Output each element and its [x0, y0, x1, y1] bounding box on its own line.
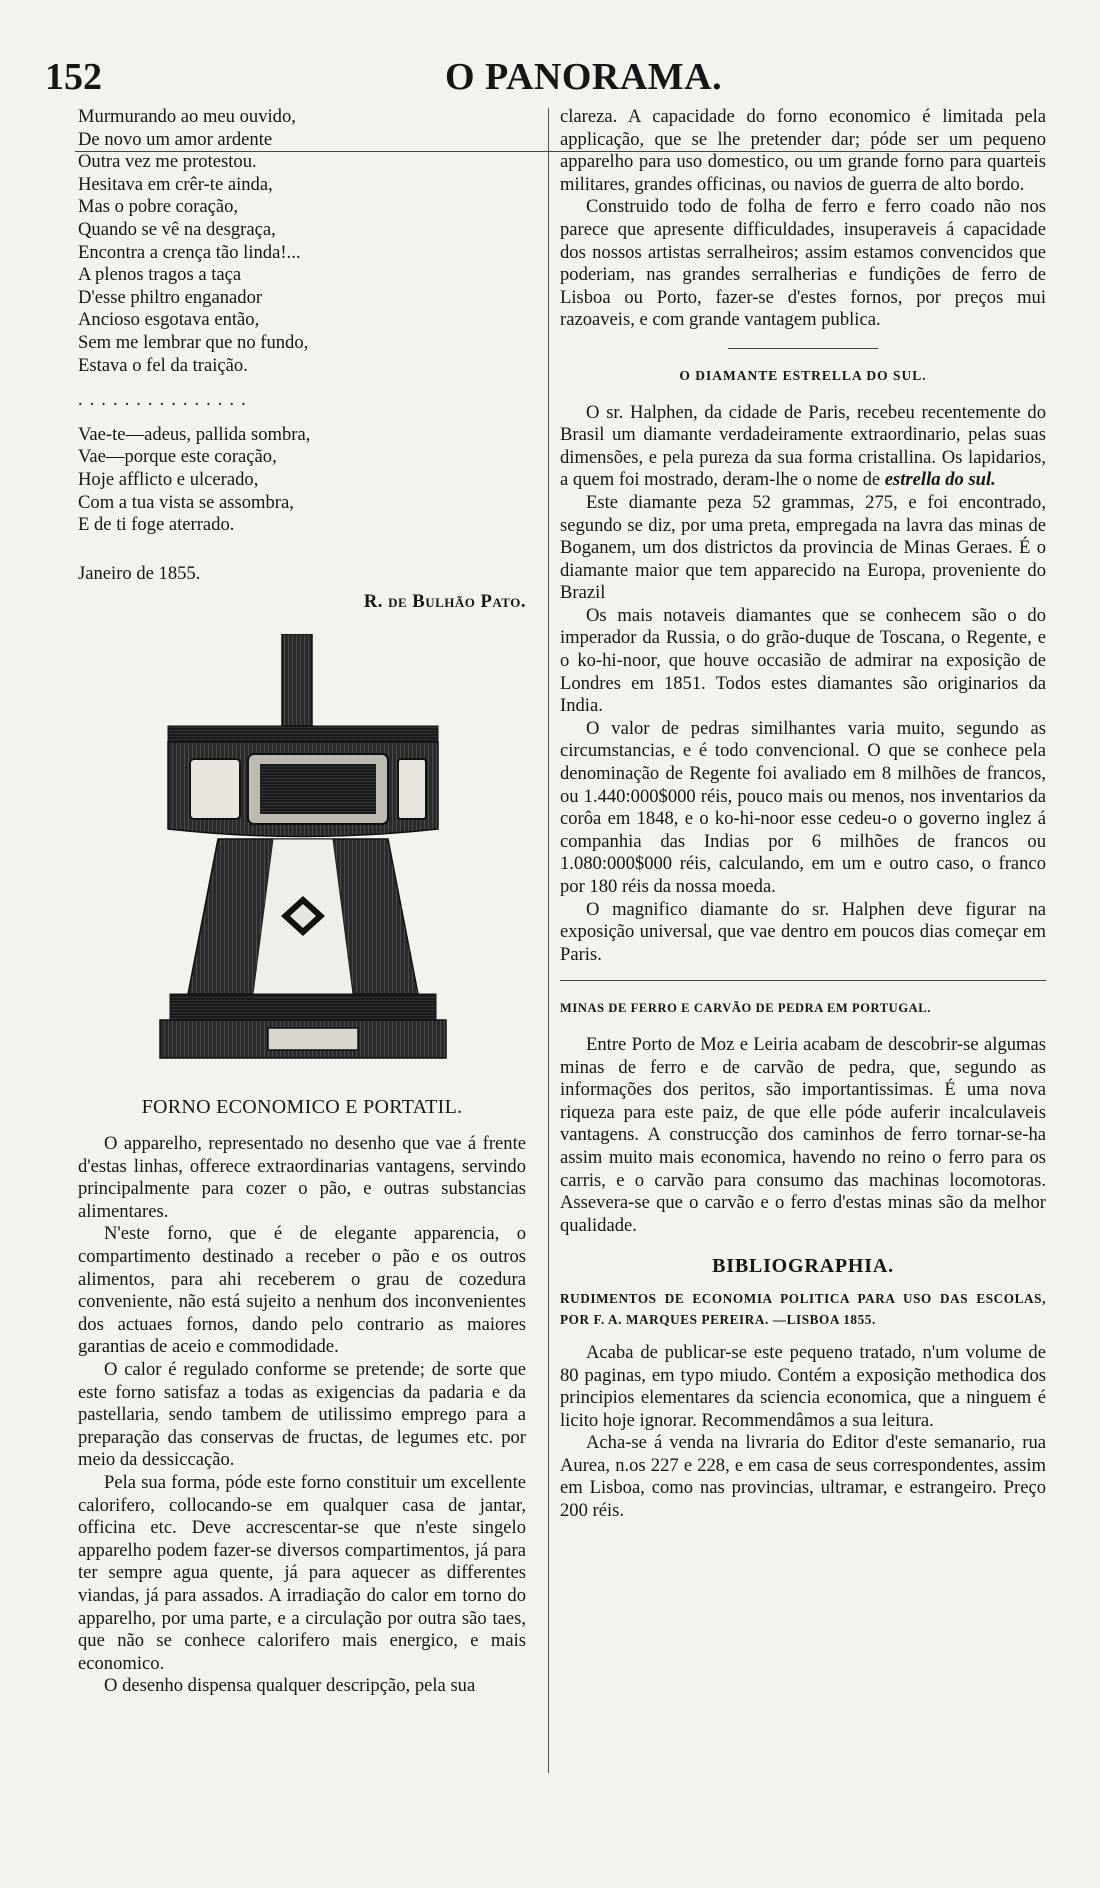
forno-paragraph: O calor é regulado conforme se pretende; de sorte que este forno satisfaz a todas as exigencias da padaria e da pastellaria, sendo tambem de utilissimo emprego para a preparação das conservas de fructas, de legumes etc. por meio da dessiccação. [78, 1359, 526, 1471]
poem-line: Hesitava em crêr-te ainda, [78, 173, 273, 195]
diamante-paragraph: Os mais notaveis diamantes que se conhecem são o do imperador da Russia, o do grão-duque de Toscana, o Regente, e o ko-hi-noor, que houve occasião de admirar na exposição de Londres em 1851. Todos estes diamantes são originarios da India. [560, 604, 1046, 717]
poem-line: De novo um amor ardente [78, 128, 273, 150]
left-column [78, 106, 526, 1698]
diamante-heading: O DIAMANTE ESTRELLA DO SUL. [679, 367, 927, 383]
minas-heading: MINAS DE FERRO E CARVÃO DE PEDRA EM PORTUGAL. [560, 1001, 931, 1016]
poem-line: Vae—porque este coração, [78, 446, 277, 468]
poem-ellipsis: ............... [78, 389, 253, 411]
poem-line: Mas o pobre coração, [78, 196, 239, 218]
forno-paragraph: Construido todo de folha de ferro e ferro coado não nos parece que apresente difficuldades, insuperaveis á capacidade dos nossos artistas serralheiros; assim estamos convencidos que poderiam, nas grandes serralherias e fundições de ferro de Lisboa ou Porto, fazer-se d'estes fornos, por preços mui razoaveis, e com grande vantagem publica. [560, 196, 1046, 331]
right-column [560, 106, 1046, 1523]
forno-paragraph: N'este forno, que é de elegante apparencia, o compartimento destinado a receber o pão e os outros alimentos, para ahi receberem o grau de cozedura conveniente, não está sujeito a nenhum dos inconvenientes dos actuaes fornos, dando pelo contrario as maiores garantias de aceio e commodidade. [78, 1223, 526, 1358]
poem-line: Encontra a crença tão linda!... [78, 241, 301, 263]
stove-illustration [148, 634, 458, 1074]
bibliographia-subheading: RUDIMENTOS DE ECONOMIA POLITICA PARA USO DAS ESCOLAS, POR F. A. MARQUES PEREIRA. —LISBOA 1855. [560, 1290, 1046, 1327]
poem-line: Quando se vê na desgraça, [78, 218, 276, 240]
poem-date: Janeiro de 1855. [78, 562, 201, 584]
forno-paragraph: O apparelho, representado no desenho que vae á frente d'estas linhas, offerece extraordinarias vantagens, servindo principalmente para cozer o pão, e outras substancias alimentares. [78, 1133, 526, 1222]
section-rule [560, 980, 1046, 981]
forno-caption: FORNO ECONOMICO E PORTATIL. [141, 1096, 463, 1119]
forno-paragraph: O desenho dispensa qualquer descripção, pela sua [104, 1675, 476, 1697]
page-number: 152 [45, 56, 102, 98]
poem-author: R. de Bulhão Pato. [363, 591, 526, 613]
poem-line: A plenos tragos a taça [78, 264, 242, 286]
diamond-name: estrella do sul. [884, 469, 996, 491]
poem-line: Hoje afflicto e ulcerado, [78, 468, 259, 490]
poem-line: Outra vez me protestou. [78, 151, 257, 173]
diamante-paragraph: O magnifico diamante do sr. Halphen deve figurar na exposição universal, que vae dentro em poucos dias começar em Paris. [560, 898, 1046, 965]
poem-line: Sem me lembrar que no fundo, [78, 331, 309, 353]
poem-line: Estava o fel da traição. [78, 354, 248, 376]
poem-line: Com a tua vista se assombra, [78, 491, 294, 513]
diamante-paragraph: Este diamante peza 52 grammas, 275, e foi encontrado, segundo se diz, por uma preta, empregada na lavra das minas de Boganem, um dos districtos da provincia de Minas Geraes. É o diamante maior que tem apparecido na Europa, proveniente do Brazil [560, 491, 1046, 604]
poem-line: Vae-te—adeus, pallida sombra, [78, 423, 311, 445]
minas-paragraph: Entre Porto de Moz e Leiria acabam de descobrir-se algumas minas de ferro e de carvão de pedra, que, segundo as informações dos peritos, são importantissimas. É uma nova riqueza para este paiz, de que elle póde auferir incalculaveis vantagens. A construcção dos caminhos de ferro tornar-se-ha assim muito mais economica, havendo no reino o ferro para os carris, e o carvão para consumo das machinas locomotoras. Assevera-se que o carvão e o ferro d'estas minas são da melhor qualidade. [560, 1033, 1046, 1236]
poem-line: E de ti foge aterrado. [78, 514, 235, 536]
forno-continuation: clareza. A capacidade do forno economico é limitada pela applicação, que se lhe pretender dar; póde ser um pequeno apparelho para uso domestico, ou um grande forno para quarteis militares, grandes officinas, ou navios de guerra de alto bordo. [560, 106, 1046, 195]
bibliographia-paragraph: Acha-se á venda na livraria do Editor d'este semanario, rua Aurea, n.os 227 e 228, e em casa de seus correspondentes, assim em Lisboa, como nas provincias, ultramar, e estrangeiro. Preço 200 réis. [560, 1432, 1046, 1522]
section-rule [728, 348, 878, 349]
poem-line: Ancioso esgotava então, [78, 309, 260, 331]
poem [78, 106, 526, 614]
page-header [0, 55, 1100, 105]
page-title: O PANORAMA. [445, 56, 723, 98]
bibliographia-heading: BIBLIOGRAPHIA. [712, 1255, 894, 1278]
poem-line: Murmurando ao meu ouvido, [78, 106, 296, 127]
poem-line: D'esse philtro enganador [78, 286, 263, 308]
column-divider [548, 108, 549, 1773]
bibliographia-paragraph: Acaba de publicar-se este pequeno tratado, n'um volume de 80 paginas, em typo miudo. Contém a exposição methodica dos principios elementares da sciencia economica, que a ninguem é licito hoje ignorar. Recommendâmos a sua leitura. [560, 1341, 1046, 1431]
diamante-paragraph: O valor de pedras similhantes varia muito, segundo as circumstancias, e é todo convencional. O que se conhece pela denominação de Regente foi avaliado em 8 milhões de francos, ou 1.440:000$000 réis, pouco mais ou menos, nos inventarios da corôa em 1848, e o ko-hi-noor esse cedeu-o o governo inglez á companhia das Indias por 6 milhões de francos ou 1.080:000$000 réis, calculando, em um e outro caso, o franco por 180 réis da nossa moeda. [560, 717, 1046, 897]
diamante-paragraph: O sr. Halphen, da cidade de Paris, recebeu recentemente do Brasil um diamante verdadeiramente extraordinario, pelas suas dimensões, e pela pureza da sua forma cristallina. Os lapidarios, a quem foi mostrado, deram-lhe o nome de estrella do sul. [560, 401, 1046, 491]
forno-paragraph: Pela sua forma, póde este forno constituir um excellente calorifero, collocando-se em qualquer casa de jantar, officina etc. Deve accrescentar-se que n'este singelo apparelho podem fazer-se diversos compartimentos, já para ter sempre agua quente, já para aquecer as differentes viandas, já para assados. A irradiação do calor em torno do apparelho, por uma parte, e a circulação por outra são taes, que não se conhece calorifero mais energico, e mais economico. [78, 1471, 526, 1674]
